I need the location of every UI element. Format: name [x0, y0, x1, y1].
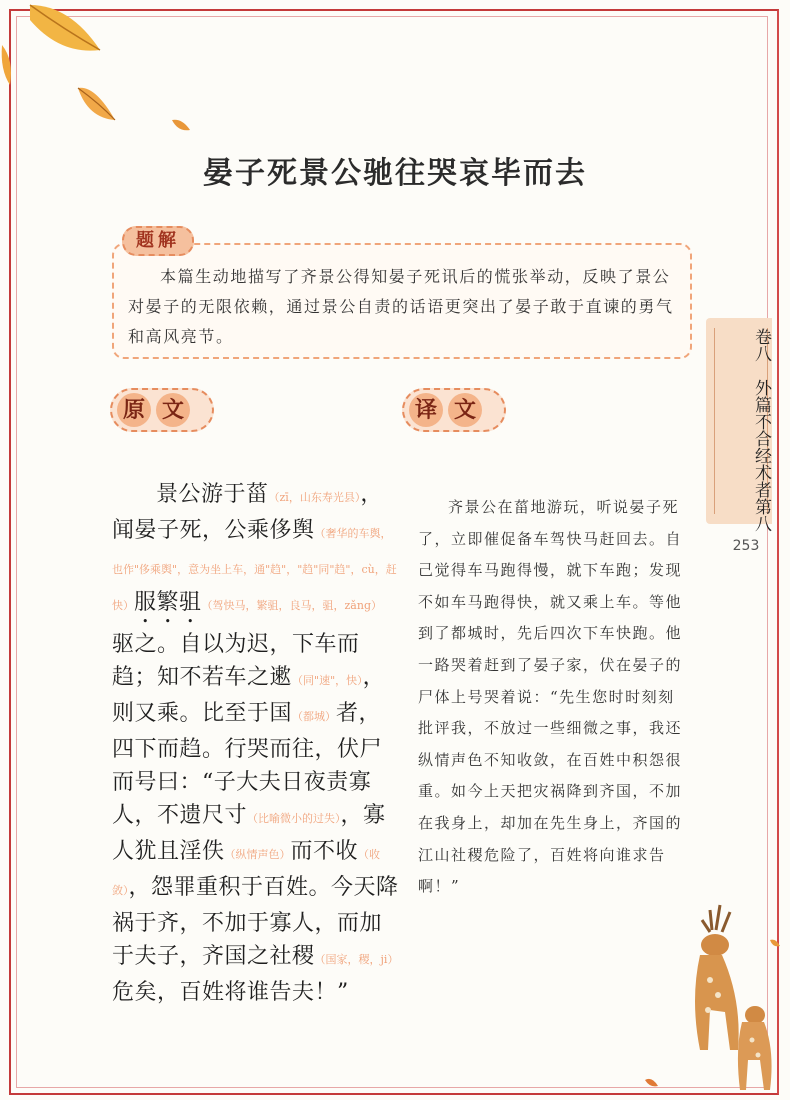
original-label-char-2: 文: [156, 393, 190, 427]
translation-label: [402, 388, 506, 432]
intro-text: 本篇生动地描写了齐景公得知晏子死讯后的慌张举动，反映了景公对晏子的无限依赖，通过景公自责的话语更突出了晏子敢于直谏的勇气和高风亮节。: [128, 267, 674, 346]
annotation: （驾快马，繁驵，良马，驵，zǎng）: [201, 599, 382, 612]
original-text: [112, 478, 402, 1009]
translation-label-char-2: 文: [448, 393, 482, 427]
original-segment: ，则又乘。比至于国: [112, 665, 386, 726]
original-segment: 驱之。自以为迟，下车而趋；知不若车之遬: [112, 632, 360, 690]
original-segment: 危矣，百姓将谁告夫！”: [112, 980, 349, 1005]
page-number: 253: [732, 538, 760, 554]
original-segment: ，寡人犹且淫佚: [112, 803, 386, 864]
original-segment: ，闻晏子死，公乘侈舆: [112, 482, 383, 543]
chapter-side-text: 卷八 外篇不合经术者第八: [751, 328, 771, 532]
annotation: （收敛）: [112, 848, 381, 897]
original-segment: 而不收: [290, 839, 359, 864]
annotation: （比喻微小的过失）: [247, 812, 341, 825]
page-title: 晏子死景公驰往哭哀毕而去: [203, 156, 587, 191]
original-label: [110, 388, 214, 432]
annotation: （纵情声色）: [224, 848, 291, 861]
original-segment: ，怨罪重积于百姓。今天降祸于齐，不加于寡人，而加于夫子，齐国之社稷: [112, 875, 399, 969]
deer-illustration: [630, 900, 790, 1100]
annotation: （同"速"，快）: [292, 674, 363, 687]
original-segment: 景公游于菑: [156, 482, 269, 507]
annotation: （都城）: [292, 710, 337, 723]
autumn-leaves-decoration: [0, 0, 200, 140]
annotation: （zī，山东寿光县）: [268, 491, 361, 504]
translation-text: 齐景公在菑地游玩，听说晏子死了，立即催促备车驾快马赶回去。自己觉得车马跑得慢，就下车跑；发现不如车马跑得快，就又乘上车。等他到了都城时，先后四次下车快跑。他一路哭着赶到了晏子家，伏在晏子的尸体上号哭着说：“先生您时时刻刻批评我，不放过一些细微之事，我还纵情声色不知收敛，在百姓中积怨很重。如今上天把灾祸降到齐国，不加在我身上，却加在先生身上，齐国的江山社稷危险了，百姓将向谁求告啊！”: [418, 498, 683, 896]
original-segment-emphasized: 服繁驵: [134, 590, 202, 615]
original-label-char-1: 原: [117, 393, 151, 427]
annotation: （国家，稷，ji）: [314, 953, 399, 966]
annotation: （奢华的车舆，也作"侈乘舆"，意为坐上车，通"趋"，"趋"同"趋"，cù，赶快）: [112, 527, 397, 612]
original-segment: 者，四下而趋。行哭而往，伏尸而号曰：“子大夫日夜责寡人，不遗尺寸: [112, 701, 383, 828]
translation-label-char-1: 译: [409, 393, 443, 427]
intro-label: 题解: [122, 226, 194, 256]
